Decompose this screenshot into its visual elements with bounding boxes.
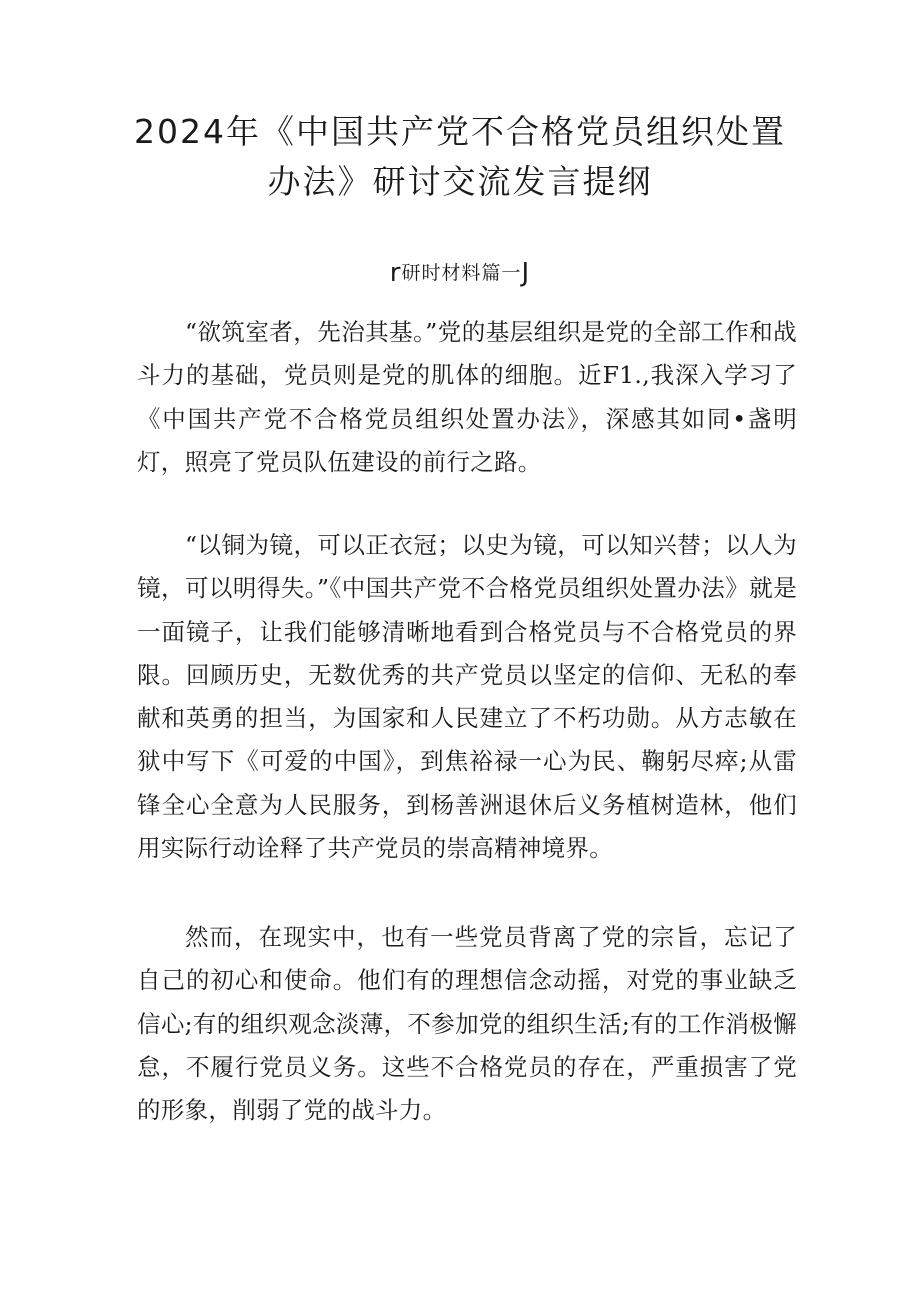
subtitle-close-bracket: J [521, 258, 531, 288]
document-title-line-1: 2024年《中国共产党不合格党员组织处置 [134, 112, 786, 151]
body-paragraph-3: 然而，在现实中，也有一些党员背离了党的宗旨，忘记了自己的初心和使命。他们有的理想信念动摇，对党的事业缺乏信心;有的组织观念淡薄，不参加党的组织生活;有的工作消极懈怠，不履行党员义务。这些不合格党员的存在，严重损害了党的形象，削弱了党的战斗力。 [137, 923, 797, 1125]
body-paragraph-2: “以铜为镜，可以正衣冠；以史为镜，可以知兴替；以人为镜，可以明得失。”《中国共产党不合格党员组织处置办法》就是一面镜子，让我们能够清晰地看到合格党员与不合格党员的界限。回顾历史，无数优秀的共产党员以坚定的信仰、无私的奉献和英勇的担当，为国家和人民建立了不朽功勋。从方志敏在狱中写下《可爱的中国》，到焦裕禄一心为民、鞠躬尽瘁;从雷锋全心全意为人民服务，到杨善洲退休后义务植树造林，他们用实际行动诠释了共产党员的崇高精神境界。 [137, 531, 797, 863]
document-title-line-2: 办法》研讨交流发言提纲 [267, 162, 653, 201]
subtitle-open-bracket: r [389, 258, 402, 288]
section-subtitle [100, 255, 820, 291]
body-paragraph-1: “欲筑室者，先治其基。”党的基层组织是党的全部工作和战斗力的基础，党员则是党的肌体的细胞。近F1.,我深入学习了《中国共产党不合格党员组织处置办法》，深感其如同•盏明灯，照亮了党员队伍建设的前行之路。 [137, 318, 797, 476]
subtitle-text: 研时材料篇一 [401, 262, 522, 284]
